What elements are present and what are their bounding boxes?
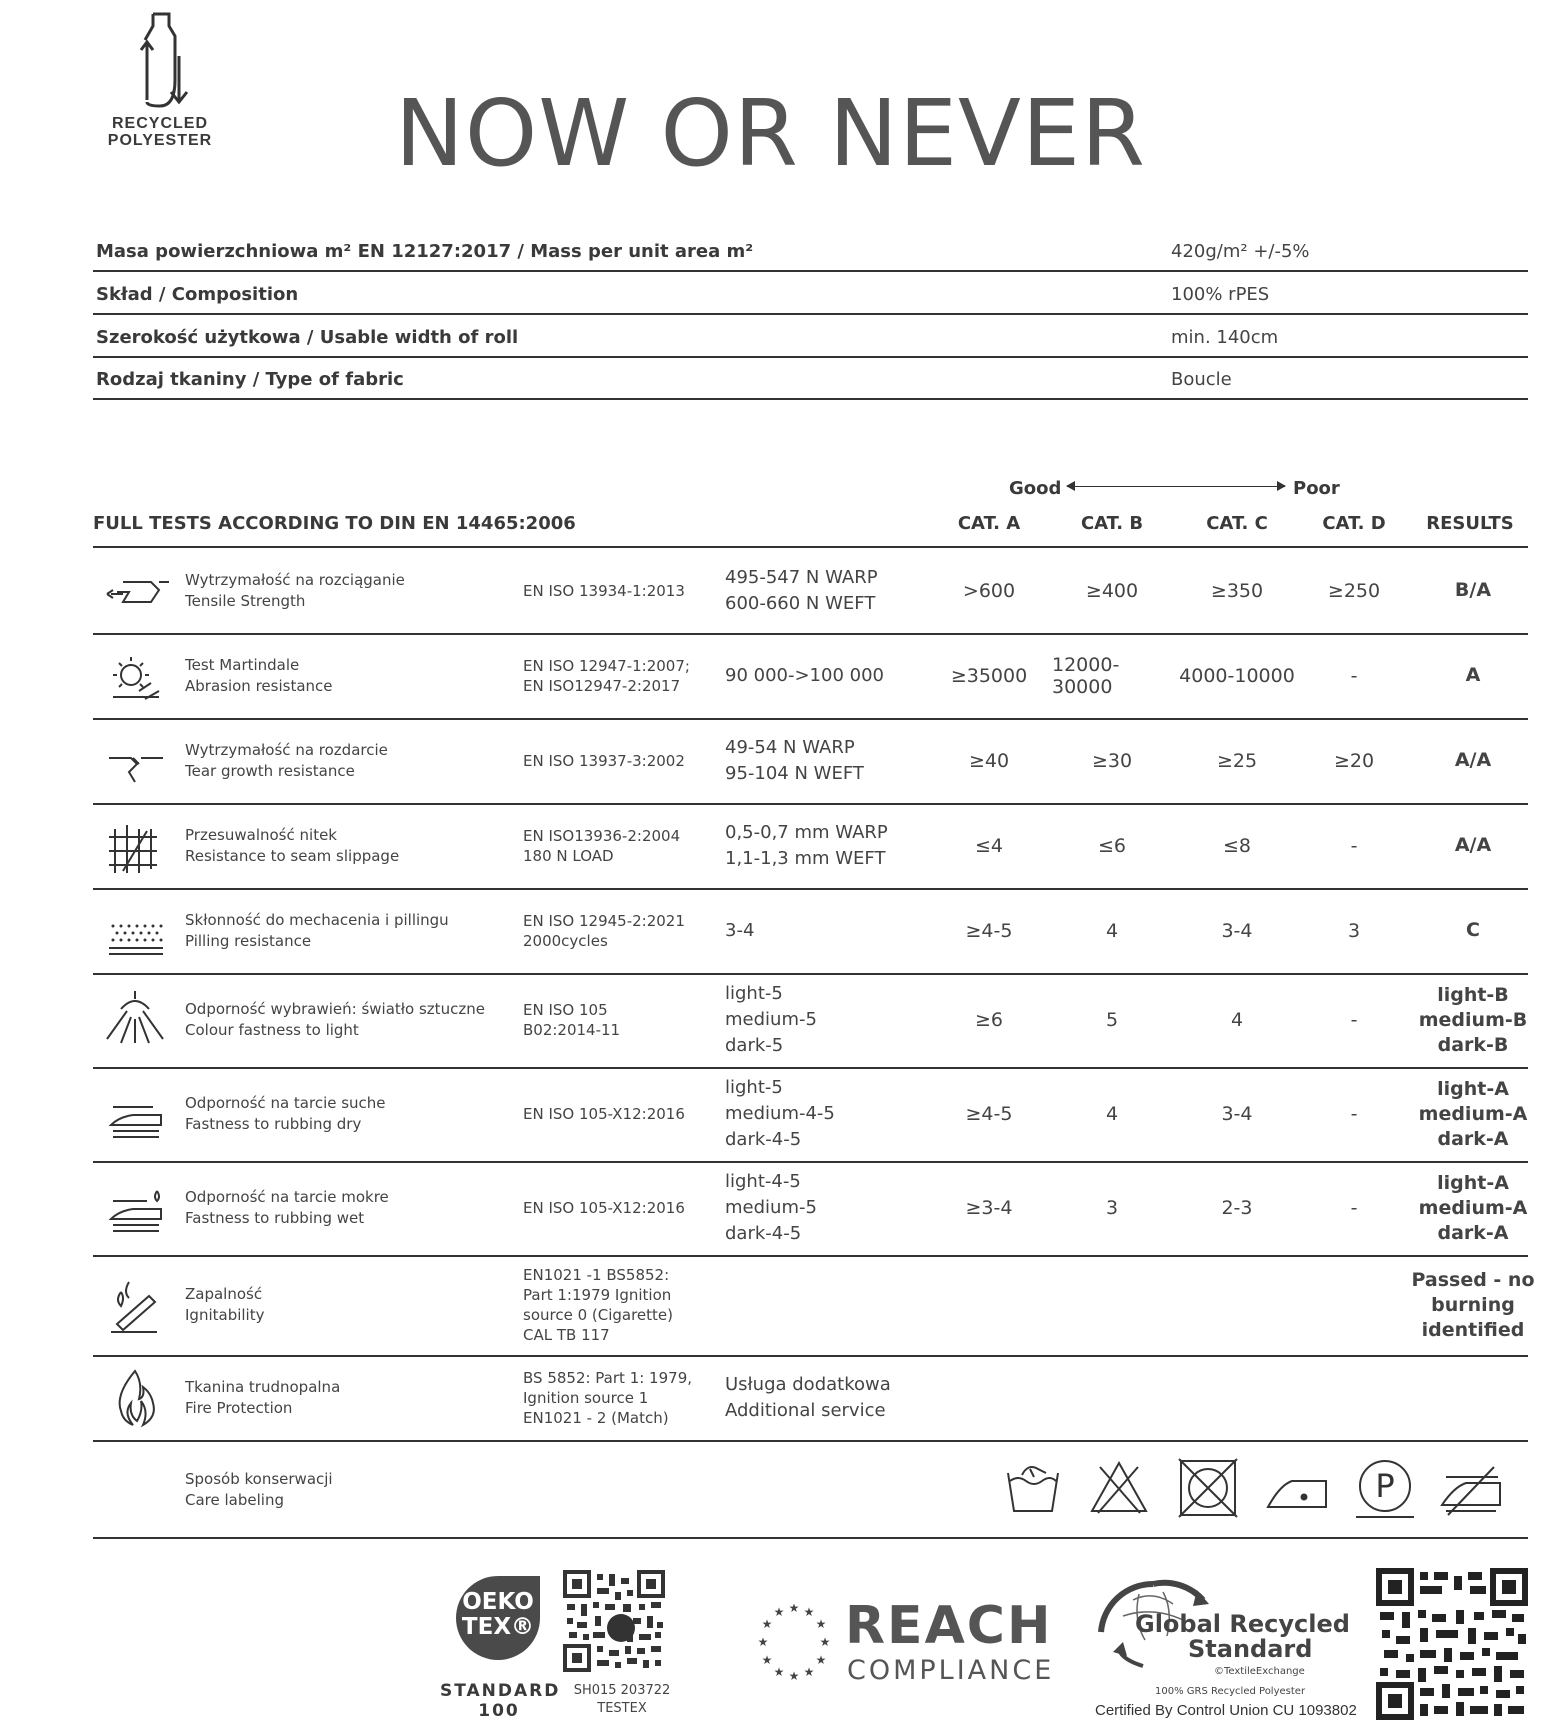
test-cat-c: 3-4 [1221,919,1253,942]
test-standard-line: EN1021 - 2 (Match) [523,1408,669,1427]
test-result [1409,718,1537,803]
spec-row-mass [93,228,1528,272]
spec-label: Masa powierzchniowa m² EN 12127:2017 / Mass per unit area m² [96,241,754,262]
recycled-bottle-icon [125,10,195,115]
test-result-line: light-A [1437,1077,1509,1100]
test-result-line: medium-A [1418,1102,1528,1125]
test-name-en: Fastness to rubbing wet [185,1209,365,1227]
test-cat-d [1294,1255,1414,1355]
test-result-line: A/A [1454,834,1492,856]
grs-recycled-polyester: 100% GRS Recycled Polyester [1155,1686,1306,1697]
test-row [93,548,1528,635]
tear-growth-icon [103,730,169,792]
test-standard [523,1067,723,1161]
test-name-en: Fastness to rubbing dry [185,1115,362,1133]
spec-value: Boucle [1171,369,1232,390]
svg-text:★: ★ [815,1617,827,1631]
test-name-en: Abrasion resistance [185,676,333,695]
test-cat-c: 4000-10000 [1179,664,1295,687]
svg-text:★: ★ [761,1617,773,1631]
seam-slippage-icon [103,815,169,877]
test-name-pl: Odporność na tarcie mokre [185,1188,389,1206]
svg-text:★: ★ [815,1653,827,1667]
test-name-en: Ignitability [185,1306,265,1324]
test-standard-line: EN ISO13936-2:2004 [523,826,681,845]
test-cat-a: >600 [962,579,1016,602]
test-cat-b [1052,1355,1172,1440]
test-cat-c: 4 [1230,1009,1244,1031]
test-row [93,803,1528,890]
test-standard-line: Ignition source 1 [523,1388,649,1407]
spec-value: min. 140cm [1171,327,1279,348]
test-row [93,1067,1528,1163]
test-cat-a [929,1255,1049,1355]
scale-poor-label: Poor [1293,478,1340,499]
oeko-certificate-id [567,1682,677,1718]
test-result-line: burning [1431,1293,1515,1316]
test-icon-cell [93,548,178,633]
test-cat-b: ≤6 [1097,834,1126,857]
test-name-pl: Wytrzymałość na rozciąganie [185,570,405,589]
test-standard-line: EN ISO 105 [523,1001,608,1019]
test-icon-cell [93,718,178,803]
test-value-line: Additional service [725,1399,886,1421]
test-standard-line: EN ISO 105-X12:2016 [523,1105,685,1123]
test-name [185,1355,515,1440]
test-name-en: Pilling resistance [185,931,312,950]
test-cat-b: ≥400 [1085,579,1139,602]
test-value-line: medium-5 [725,1197,817,1218]
test-result-line: A [1465,664,1481,686]
logo-line-2: POLYESTER [107,132,213,149]
header-cat-c: CAT. C [1206,513,1268,534]
test-result [1409,973,1537,1067]
reach-subtitle: COMPLIANCE [847,1655,1055,1686]
test-value-line: 495-547 N WARP [725,566,878,588]
test-result-line: identified [1421,1318,1525,1341]
spec-label: Szerokość użytkowa / Usable width of roll [96,327,519,348]
svg-text:★: ★ [788,1669,800,1682]
test-name [185,718,515,803]
abrasion-icon [103,645,169,707]
test-standard-line: B02:2014-11 [523,1021,621,1039]
test-value-line: light-5 [725,983,783,1004]
test-name-pl: Zapalność [185,1285,263,1303]
care-divider [93,1537,1528,1539]
test-value-line: 3-4 [725,919,755,941]
test-row [93,1161,1528,1257]
test-result-line: dark-A [1437,1221,1509,1244]
header-cat-b: CAT. B [1080,513,1144,534]
logo-line-1: RECYCLED [111,115,208,132]
test-name-pl: Odporność wybrawień: światło sztuczne [185,1000,485,1018]
test-cat-b: 3 [1105,1197,1119,1219]
test-standard-line: EN ISO 12945-2:2021 [523,911,685,930]
test-value-line: light-4-5 [725,1171,801,1192]
test-name-pl: Skłonność do mechacenia i pillingu [185,910,449,929]
scale-arrow-icon [1067,486,1285,487]
test-row [93,888,1528,975]
page-title: NOW OR NEVER [395,80,1146,187]
test-result-line: B/A [1454,579,1492,601]
svg-text:★: ★ [773,1605,785,1619]
care-label-en: Care labeling [185,1491,284,1509]
test-result [1409,803,1537,888]
test-icon-cell [93,973,178,1067]
test-standard-line: Part 1:1979 Ignition [523,1286,672,1304]
header-cat-a: CAT. A [957,513,1021,534]
test-standard-line: EN ISO12947-2:2017 [523,676,681,695]
test-name-en: Resistance to seam slippage [185,846,400,865]
oeko-standard-line-2: 100 [478,1701,520,1721]
ignitability-icon [103,1274,169,1336]
test-name [185,1067,515,1161]
test-value-line: 600-660 N WEFT [725,592,876,614]
test-icon-cell [93,888,178,973]
test-row [93,1255,1535,1357]
test-standard [523,633,723,718]
test-cat-d: - [1350,1197,1358,1219]
spec-label: Skład / Composition [96,284,299,305]
care-label [185,1469,333,1511]
test-cat-a: ≥35000 [950,664,1028,687]
recycled-polyester-logo [100,10,220,160]
test-result-line: dark-B [1437,1033,1509,1056]
test-result-line: dark-A [1437,1127,1509,1150]
test-name [185,548,515,633]
test-result [1409,633,1537,718]
test-name-pl: Przesuwalność nitek [185,825,337,844]
svg-text:★: ★ [803,1665,815,1679]
test-value-line: 0,5-0,7 mm WARP [725,821,888,843]
eu-stars-icon [755,1604,833,1682]
test-value-line: medium-4-5 [725,1103,835,1124]
care-label-pl: Sposób konserwacji [185,1470,333,1488]
test-value-line: dark-4-5 [725,1223,802,1244]
test-name-pl: Wytrzymałość na rozdarcie [185,740,388,759]
test-result-line: light-A [1437,1171,1509,1194]
test-row [93,973,1528,1069]
test-value-line: light-5 [725,1077,783,1098]
test-cat-b: 12000-30000 [1052,653,1120,698]
test-cat-a: ≥4-5 [965,919,1013,942]
test-cat-d: ≥250 [1327,579,1381,602]
test-cat-a: ≥6 [974,1009,1003,1031]
pilling-icon [103,900,169,962]
test-row [93,633,1528,720]
test-name-pl: Tkanina trudnopalna [185,1377,341,1396]
test-standard-line: EN ISO 12947-1:2007; [523,656,690,675]
test-name-en: Fire Protection [185,1398,293,1417]
test-cat-d: - [1350,1009,1358,1031]
header-cat-d: CAT. D [1322,513,1386,534]
test-result-line: C [1466,919,1480,941]
rubbing-wet-icon [103,1177,169,1239]
oeko-standard-label [440,1681,561,1721]
oeko-id-line-1: SH015 203722 [573,1683,671,1698]
test-cat-b: 4 [1105,1103,1119,1125]
spec-value: 420g/m² +/-5% [1171,241,1310,262]
svg-text:★: ★ [757,1635,769,1649]
test-icon-cell [93,803,178,888]
test-name-pl: Odporność na tarcie suche [185,1094,386,1112]
grs-title-line-1: Global Recycled [1135,1610,1350,1638]
spec-value: 100% rPES [1171,284,1270,305]
test-name [185,1255,515,1355]
test-standard [523,888,723,973]
test-cat-b: 4 [1105,919,1119,942]
scale-good-label: Good [1009,478,1062,499]
test-standard [523,718,723,803]
test-value-line: dark-4-5 [725,1129,802,1150]
product-qr-code [1376,1568,1528,1720]
test-cat-c: ≤8 [1222,834,1251,857]
test-result [1409,1355,1537,1440]
test-cat-a: ≥3-4 [965,1197,1013,1219]
test-name-en: Colour fastness to light [185,1021,359,1039]
test-standard-line: BS 5852: Part 1: 1979, [523,1368,692,1387]
test-value-line: medium-5 [725,1009,817,1030]
svg-text:★: ★ [803,1605,815,1619]
test-cat-c: 2-3 [1221,1197,1253,1219]
test-standard-line: 2000cycles [523,931,608,950]
oeko-qr-code [563,1570,665,1672]
test-cat-d: 3 [1347,919,1361,942]
test-standard [523,1161,723,1255]
test-value-line: 95-104 N WEFT [725,762,864,784]
svg-text:★: ★ [819,1635,831,1649]
test-result-line: medium-B [1418,1008,1528,1031]
spec-row-width [93,314,1528,358]
light-fastness-icon [103,989,169,1051]
svg-text:P: P [1375,1467,1395,1505]
hand-wash-icon [1000,1455,1066,1521]
test-standard [523,973,723,1067]
test-cat-a: ≥40 [968,749,1010,772]
test-cat-c [1177,1355,1297,1440]
test-cat-c: ≥350 [1210,579,1264,602]
test-icon-cell [93,633,178,718]
tensile-strength-icon [103,560,169,622]
test-row [93,1355,1528,1442]
test-value-line: 1,1-1,3 mm WEFT [725,847,886,869]
svg-text:★: ★ [761,1653,773,1667]
test-result-line: light-B [1437,983,1509,1006]
test-cat-d [1294,1355,1414,1440]
do-not-bleach-icon [1086,1455,1152,1521]
test-cat-d: - [1350,664,1358,687]
test-name [185,633,515,718]
test-cat-a: ≤4 [974,834,1003,857]
test-cat-b: ≥30 [1091,749,1133,772]
test-standard-line: 180 N LOAD [523,846,614,865]
spec-row-fabric-type [93,356,1528,400]
test-icon-cell [93,1161,178,1255]
oeko-tex-text [448,1568,548,1668]
do-not-tumble-dry-icon [1175,1455,1241,1521]
test-icon-cell [93,1255,178,1355]
test-name [185,888,515,973]
test-name [185,1161,515,1255]
test-standard [523,803,723,888]
grs-title-line-2: Standard [1188,1635,1313,1663]
grs-textile-exchange: ©TextileExchange [1214,1666,1305,1677]
test-result [1409,548,1537,633]
test-result-line: A/A [1454,749,1492,771]
test-value-line: Usługa dodatkowa [725,1373,891,1395]
grs-certification: Certified By Control Union CU 1093802 [1095,1702,1357,1719]
test-icon-cell [93,1067,178,1161]
fire-protection-icon [103,1367,169,1429]
test-cat-a: ≥4-5 [965,1103,1013,1125]
test-cat-b [1052,1255,1172,1355]
test-standard-line: source 0 (Cigarette) [523,1306,674,1324]
test-standard-line: EN ISO 105-X12:2016 [523,1199,685,1217]
test-cat-c [1177,1255,1297,1355]
test-icon-cell [93,1355,178,1440]
test-standard-line: CAL TB 117 [523,1326,610,1344]
test-cat-a [929,1355,1049,1440]
rubbing-dry-icon [103,1083,169,1145]
iron-low-icon [1264,1455,1330,1521]
test-value-line: dark-5 [725,1035,784,1056]
spec-label: Rodzaj tkaniny / Type of fabric [96,369,404,390]
test-result-line: Passed - no [1411,1268,1535,1291]
test-cat-d: - [1350,1103,1358,1125]
test-name-pl: Test Martindale [185,655,300,674]
test-name [185,803,515,888]
oeko-standard-line-1: STANDARD [440,1681,561,1701]
test-standard [523,1355,723,1440]
test-cat-d: - [1350,834,1358,857]
oeko-id-line-2: TESTEX [597,1701,647,1716]
reach-title: REACH [845,1596,1053,1656]
test-value-line: 49-54 N WARP [725,736,855,758]
test-standard-line: EN1021 -1 BS5852: [523,1266,670,1284]
test-standard [523,548,723,633]
test-result [1409,1161,1537,1255]
header-results: RESULTS [1426,513,1514,534]
test-cat-d: ≥20 [1333,749,1375,772]
test-cat-c: ≥25 [1216,749,1258,772]
test-standard [523,1255,723,1355]
test-cat-b: 5 [1105,1009,1119,1031]
test-standard-line: EN ISO 13937-3:2002 [523,751,685,770]
test-row [93,718,1528,805]
tests-title: FULL TESTS ACCORDING TO DIN EN 14465:2006 [93,513,576,534]
test-cat-c: 3-4 [1221,1103,1253,1125]
test-value-line: 90 000->100 000 [725,664,884,686]
test-result [1409,1067,1537,1161]
professional-dry-clean-p-icon [1352,1455,1418,1521]
svg-text:★: ★ [788,1604,800,1615]
test-result [1409,1255,1537,1355]
svg-text:★: ★ [773,1665,785,1679]
spec-row-composition [93,271,1528,315]
test-standard-line: EN ISO 13934-1:2013 [523,581,685,600]
test-result [1409,888,1537,973]
oeko-line-1: OEKO [462,1589,534,1615]
do-not-steam-icon [1438,1455,1504,1521]
test-name-en: Tear growth resistance [185,761,355,780]
test-name [185,973,515,1067]
test-result-line: medium-A [1418,1196,1528,1219]
oeko-line-2: TEX® [461,1614,535,1640]
test-name-en: Tensile Strength [185,591,306,610]
